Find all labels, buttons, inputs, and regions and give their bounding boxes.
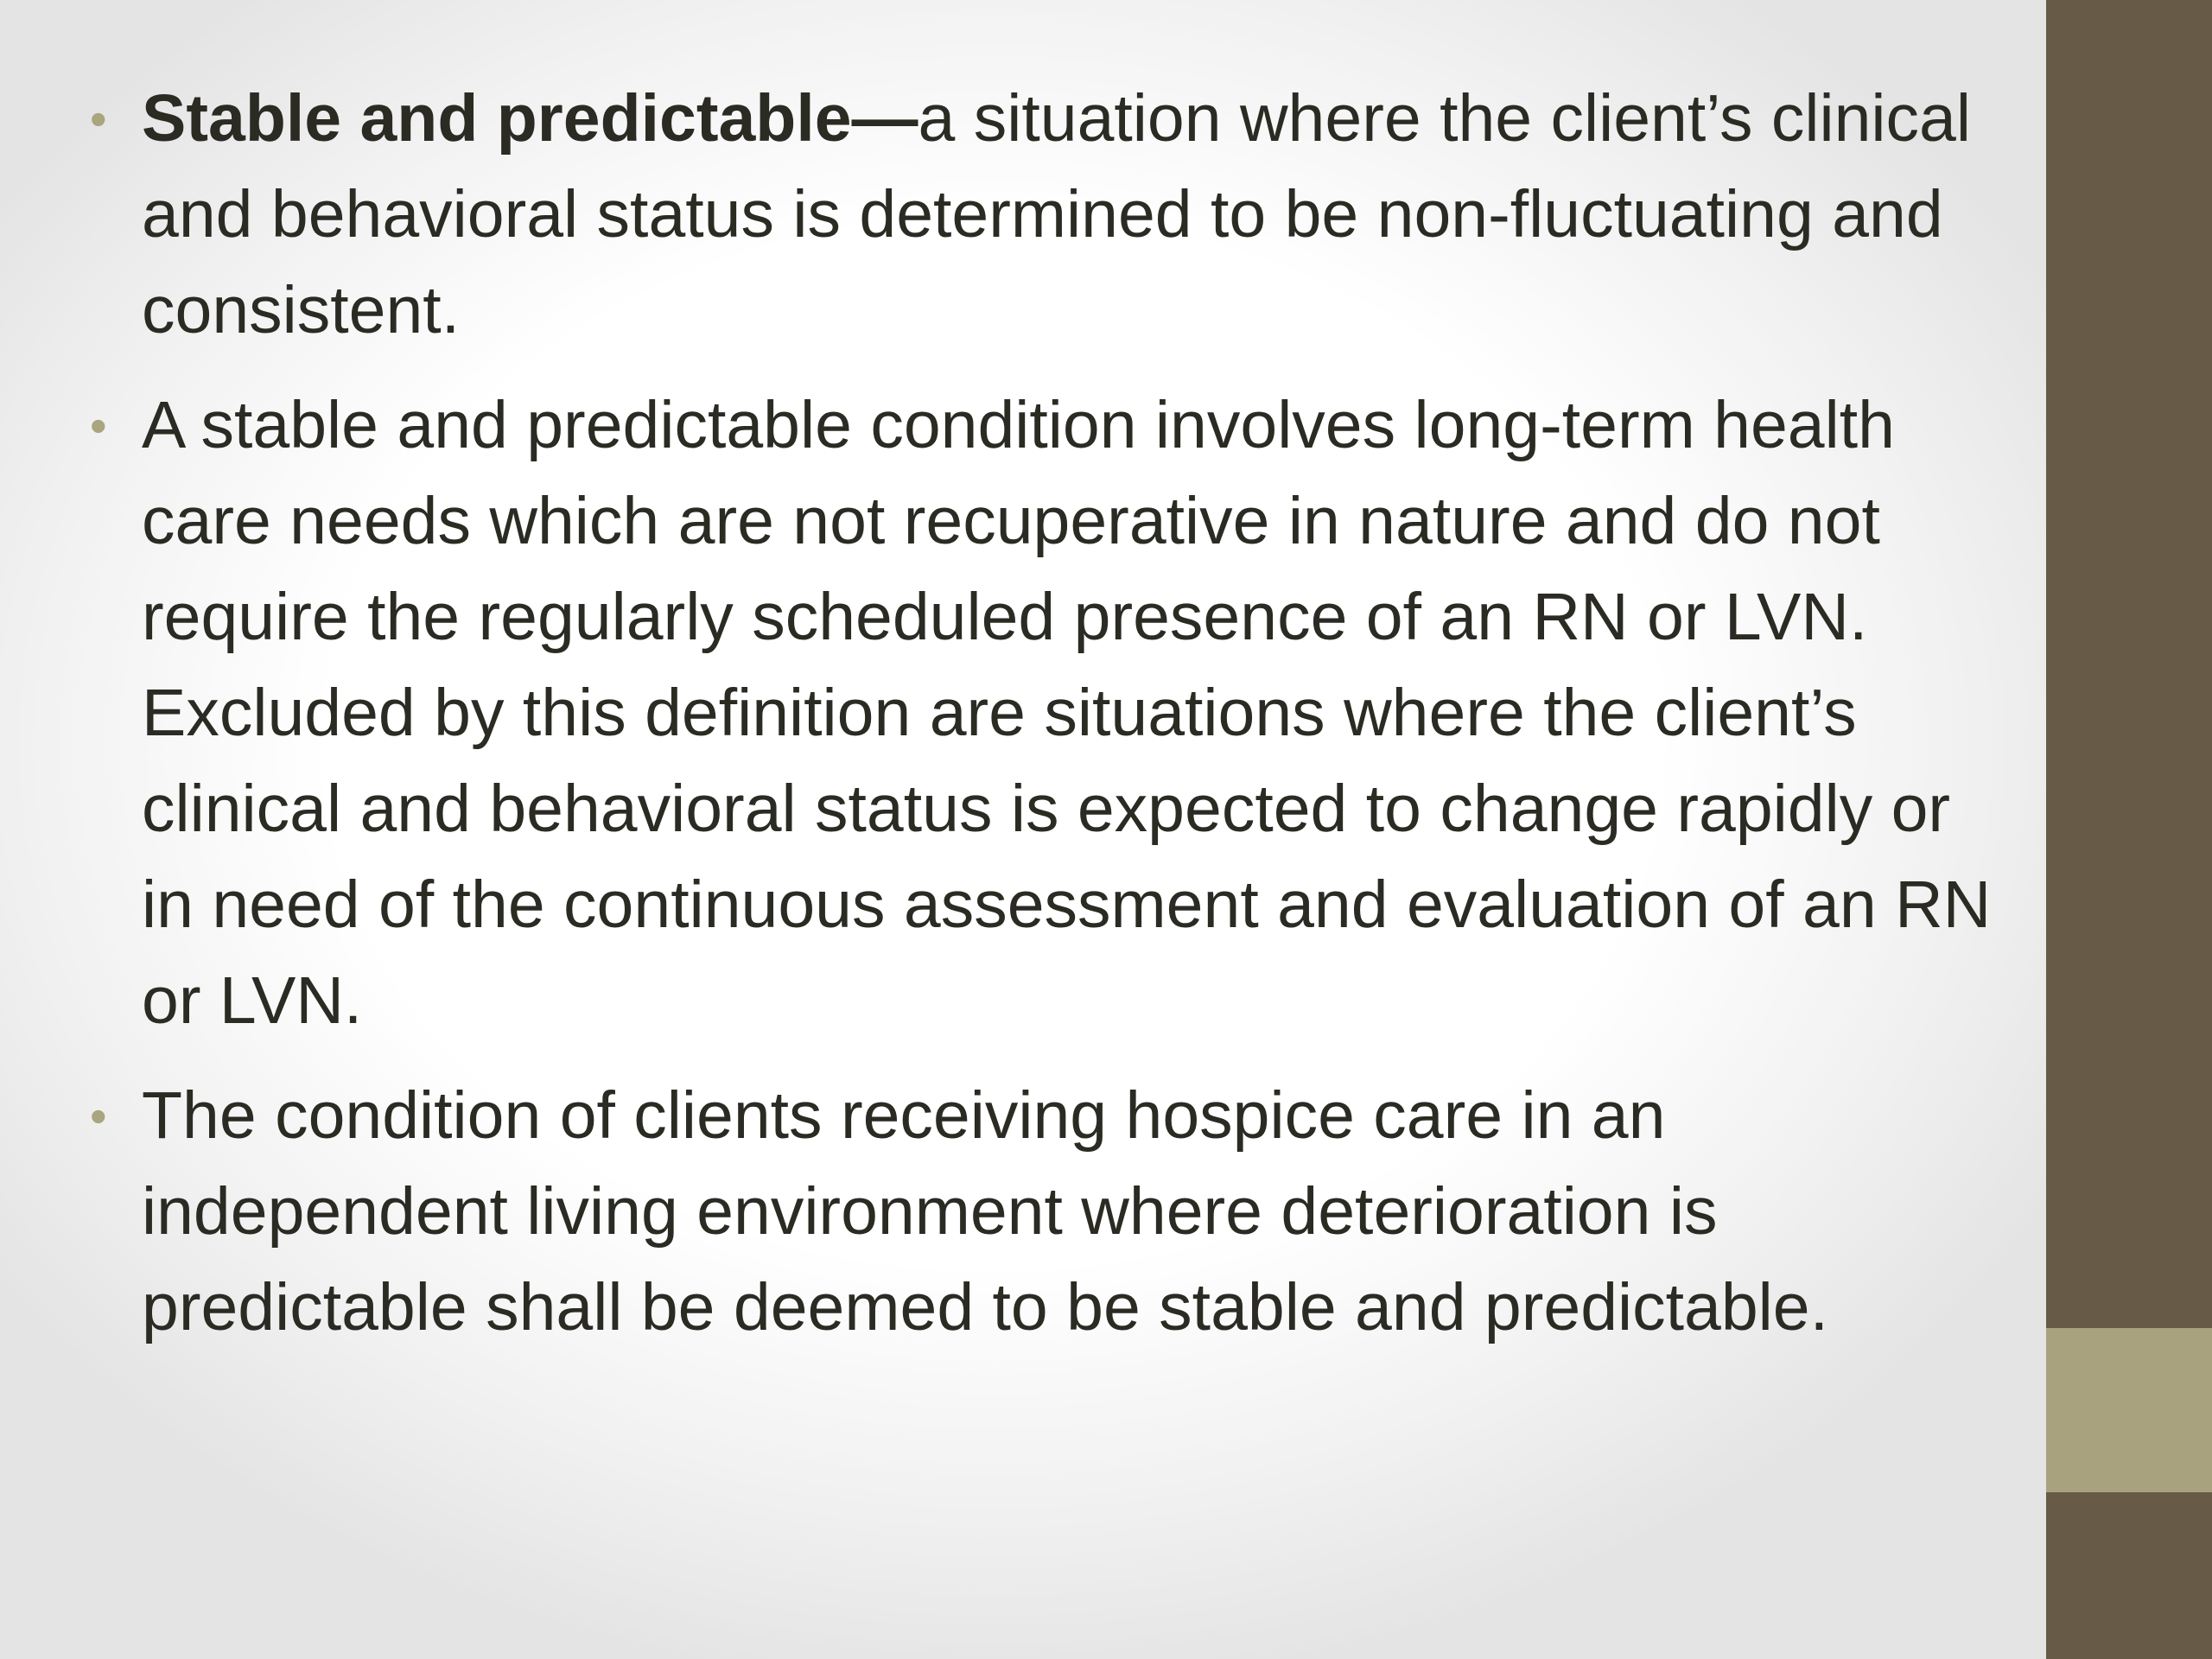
side-accent-block	[2046, 1328, 2212, 1492]
bullet-text: A stable and predictable condition involves long-term health care needs which are not recuperative in nature and do not require the regularly scheduled presence of an RN or LVN. Excluded by this definition are situations where the client’s clinical and behavioral status is expected to change rapidly or in need of the continuous assessment and evaluation of an RN or LVN.	[142, 388, 1992, 1038]
bullet-text: The condition of clients receiving hospice care in an independent living environment where deterioration is predictable shall be deemed to be stable and predictable.	[142, 1078, 1828, 1344]
bullet-list	[86, 71, 2005, 1356]
bullet-icon: •	[90, 1089, 107, 1143]
bullet-lead-term: Stable and predictable—	[142, 81, 918, 156]
bullet-icon: •	[90, 92, 107, 146]
bullet-item-stable-condition	[86, 378, 2005, 1049]
slide-content	[86, 71, 2005, 1375]
bullet-item-stable-definition	[86, 71, 2005, 359]
bullet-icon: •	[90, 398, 107, 453]
bullet-text: a situation where the client’s clinical and behavioral status is determined to be non-fluctuating and consistent.	[142, 81, 1971, 347]
bullet-item-hospice-care	[86, 1068, 2005, 1356]
